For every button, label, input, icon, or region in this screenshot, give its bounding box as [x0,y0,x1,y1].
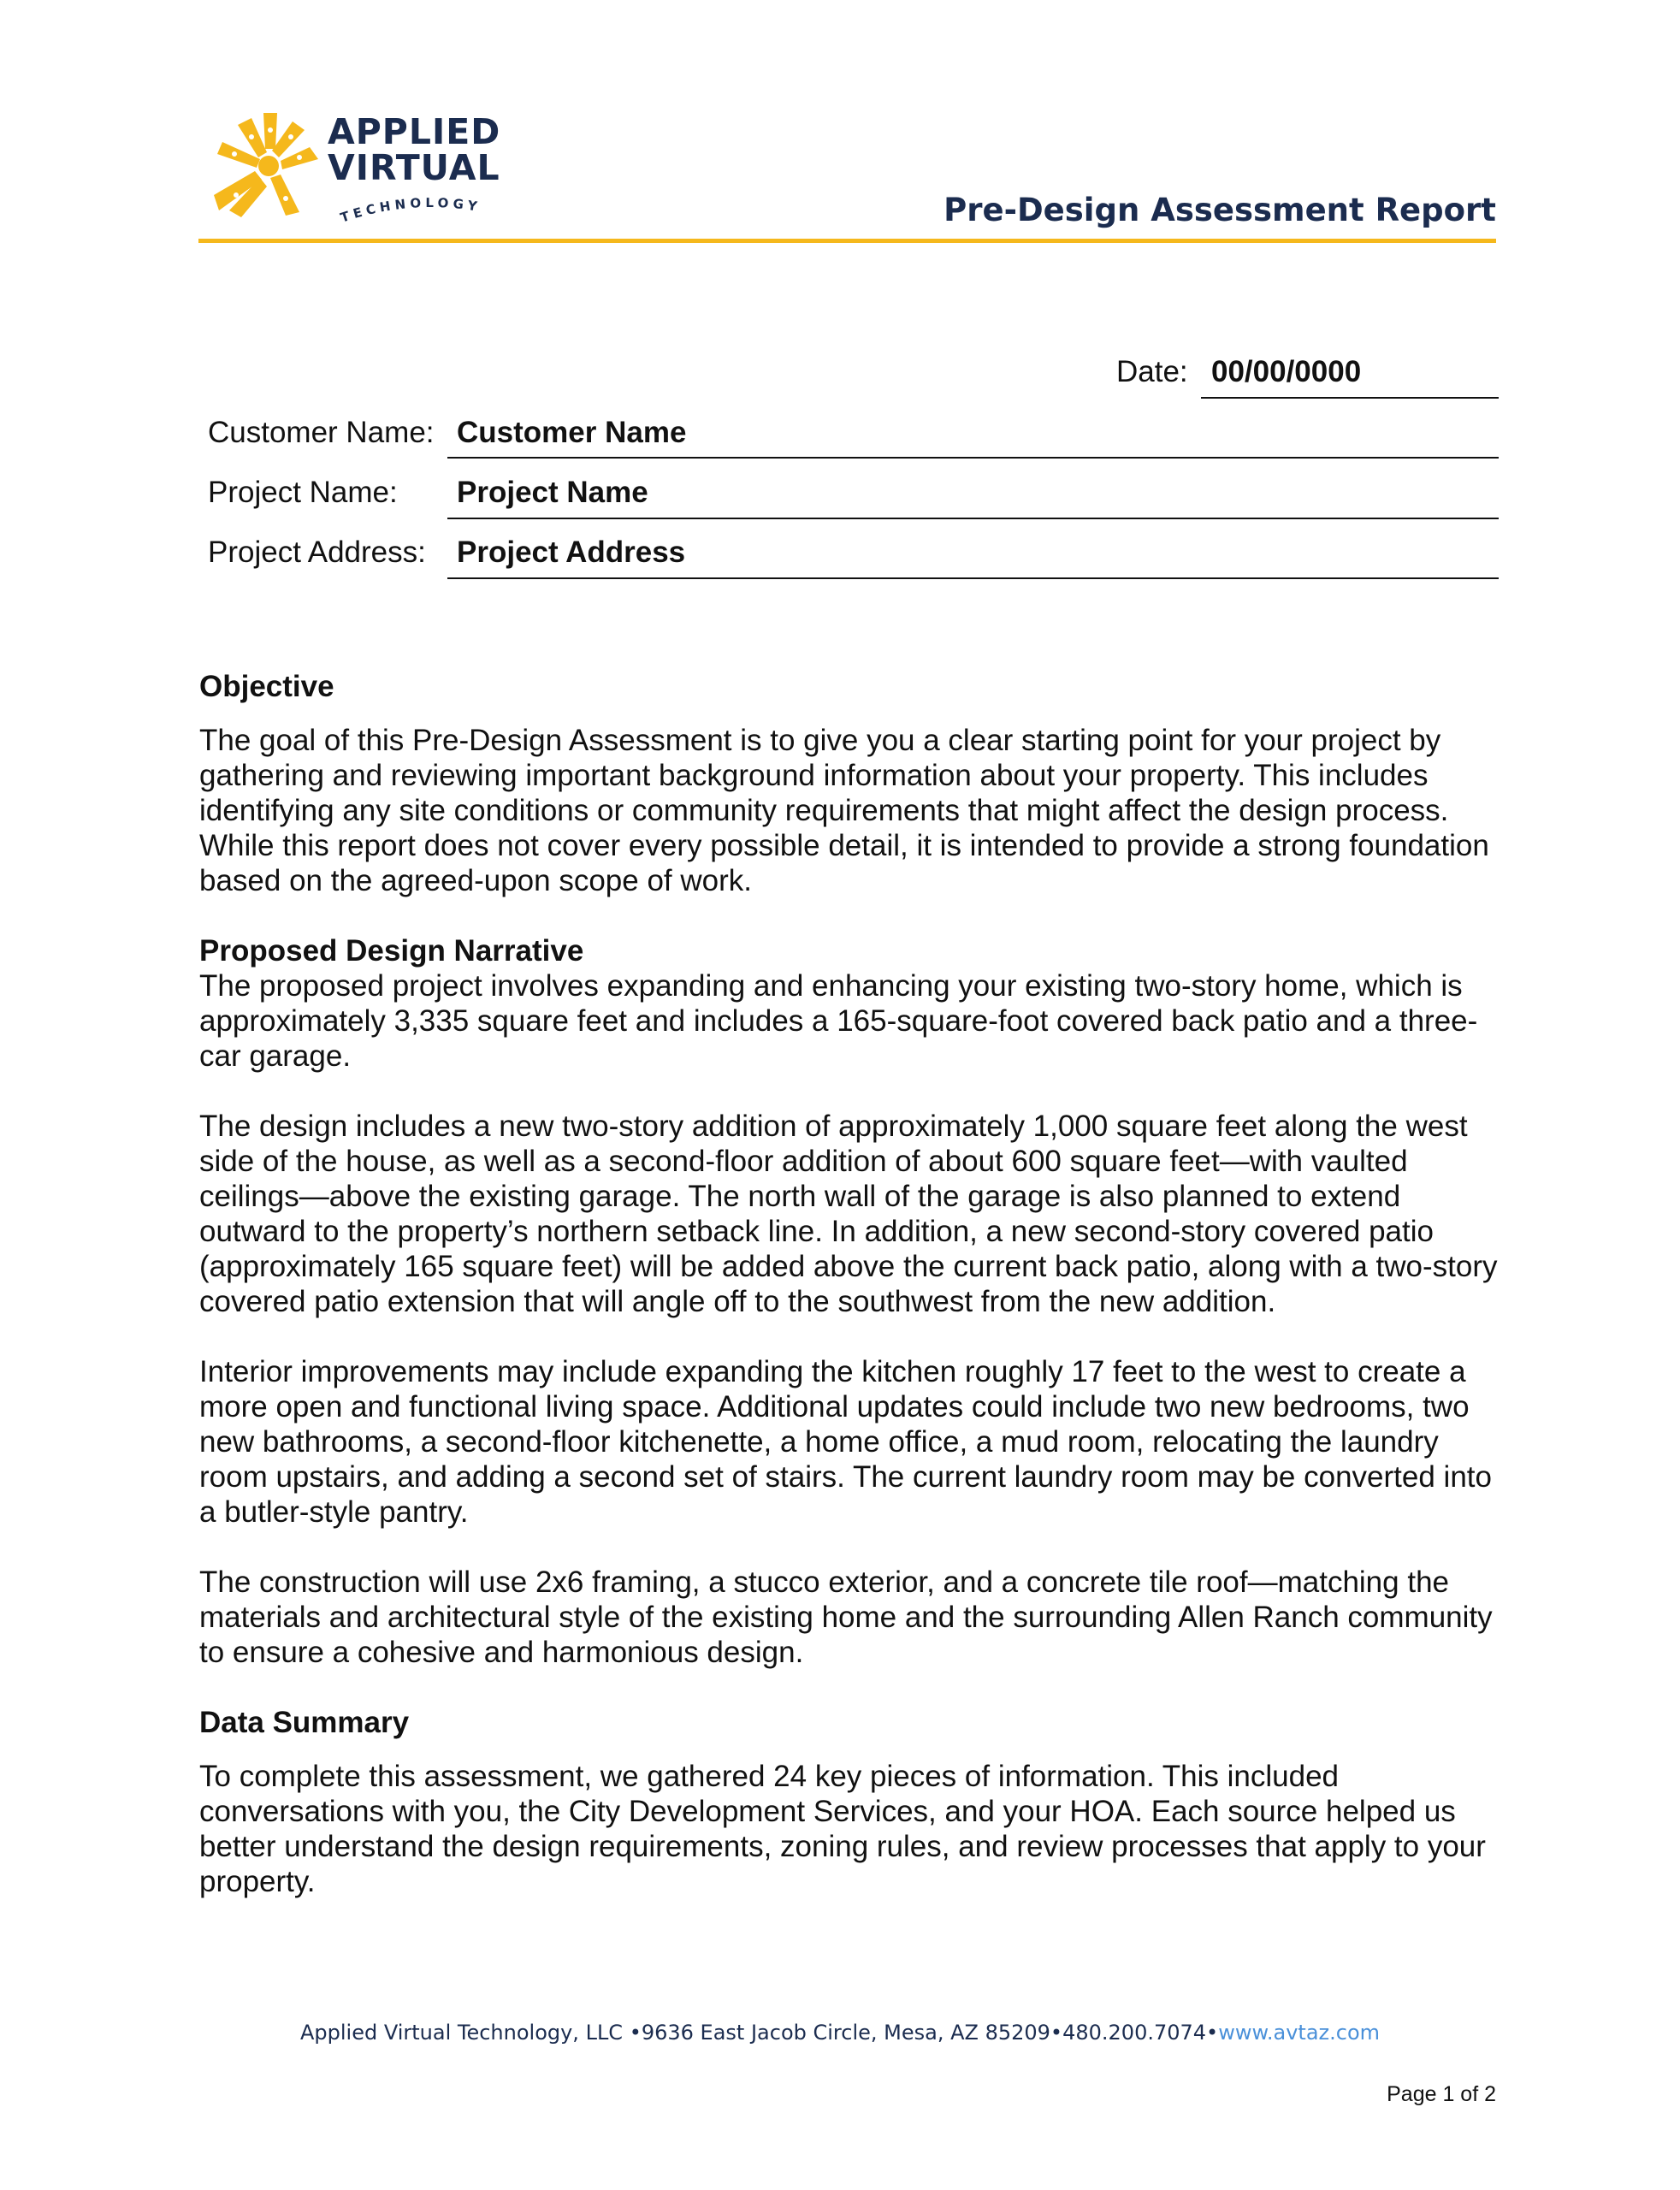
date-label: Date: [1116,355,1188,388]
footer-company-line: Applied Virtual Technology, LLC •9636 East Jacob Circle, Mesa, AZ 85209•480.200.7074• [299,2021,1219,2045]
objective-heading: Objective [199,670,334,703]
logo-line-applied: APPLIED [328,111,501,152]
project-address-value: Project Address [457,536,686,569]
narrative-paragraph-3: Interior improvements may include expanding the kitchen roughly 17 feet to the west to create a more open and functional living space. Additional updates could include two new bedrooms, two new bathrooms, a second-floor kitchenette, a home office, a mud room, relocating the laundry room upstairs, and adding a second set of stairs. The current laundry room may be converted into a butler-style pantry. [199,1355,1492,1529]
narrative-paragraph-4: The construction will use 2x6 framing, a stucco exterior, and a concrete tile roof—matching the materials and architectural style of the existing home and the surrounding Allen Ranch community to ensure a cohesive and harmonious design. [199,1566,1493,1669]
customer-name-value: Customer Name [457,416,687,449]
sunburst-logo-icon [214,110,323,219]
project-name-label: Project Name: [208,476,398,509]
customer-name-underline [447,457,1499,459]
footer-website-link[interactable]: www.avtaz.com [1218,2021,1381,2045]
report-body [199,669,1500,1899]
report-title: Pre-Design Assessment Report [944,192,1496,228]
narrative-paragraph-1: The proposed project involves expanding and enhancing your existing two-story home, which is approximately 3,335 square feet and includes a 165-square-foot covered back patio and a three-car garage. [199,969,1478,1073]
objective-paragraph: The goal of this Pre-Design Assessment is to give you a clear starting point for your project by gathering and reviewing important background information about your property. This includes identifying any site conditions or community requirements that might affect the design process. While this report does not cover every possible detail, it is intended to provide a strong foundation based on the agreed-upon scope of work. [199,724,1489,897]
project-address-label: Project Address: [208,536,426,569]
header-divider [198,239,1496,243]
data-summary-heading: Data Summary [199,1706,410,1739]
customer-name-label: Customer Name: [208,416,435,449]
data-summary-paragraph: To complete this assessment, we gathered 24 key pieces of information. This included conversations with you, the City Development Services, and your HOA. Each source helped us better understand the design requirements, zoning rules, and review processes that apply to your property. [199,1760,1486,1898]
date-value: 00/00/0000 [1211,355,1362,388]
company-logo [214,110,505,226]
narrative-heading: Proposed Design Narrative [199,934,584,968]
date-underline [1201,397,1499,399]
logo-technology-arc [334,192,496,226]
footer-contact [0,2021,1680,2045]
svg-text:TECHNOLOGY: TECHNOLOGY [338,194,482,226]
project-name-value: Project Name [457,476,648,509]
page-number: Page 1 of 2 [1387,2082,1496,2106]
project-name-underline [447,518,1499,519]
logo-line-virtual: VIRTUAL [328,147,500,188]
project-address-underline [447,577,1499,579]
logo-wordmark [328,111,501,188]
narrative-paragraph-2: The design includes a new two-story addition of approximately 1,000 square feet along the west side of the house, as well as a second-floor addition of about 600 square feet—with vaulted ceilings—above the existing garage. The north wall of the garage is also planned to extend outward to the property’s northern setback line. In addition, a new second-story covered patio (approximately 165 square feet) will be added above the current back patio, along with a two-story covered patio extension that will angle off to the southwest from the new addition. [199,1110,1498,1318]
